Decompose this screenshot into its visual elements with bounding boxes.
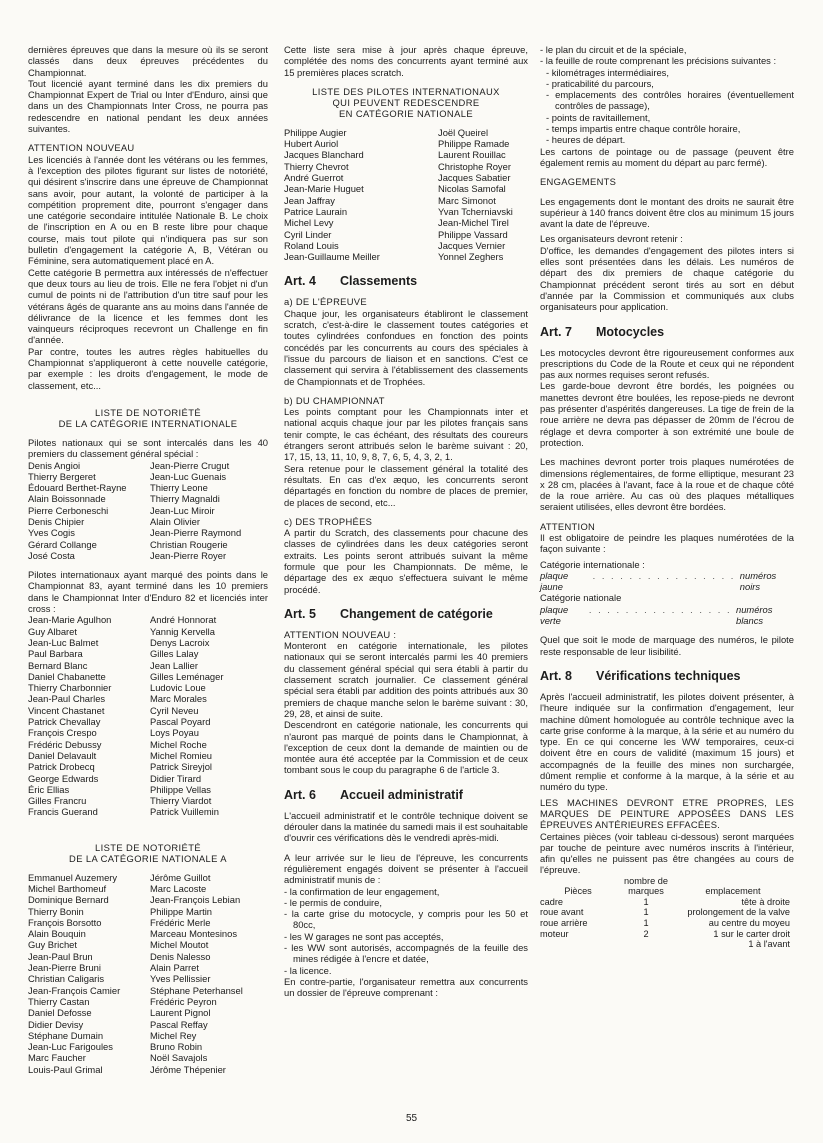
name-entry: Jean-Paul Charles (28, 693, 106, 705)
list-title: DE LA CATÉGORIE NATIONALE A (69, 852, 227, 864)
document-list (284, 886, 528, 976)
table-cell: cadre (540, 896, 563, 907)
name-entry: Didier Tirard (150, 772, 202, 784)
marking-row (540, 604, 794, 627)
name-entry: Yves Cogis (28, 527, 75, 539)
name-entry: Pascal Poyard (150, 716, 211, 728)
name-entry: Jérôme Thépenier (150, 1063, 226, 1075)
table-cell: au centre du moyeu (708, 918, 790, 929)
table-cell: 1 (643, 907, 649, 918)
list-item: - le plan du circuit et de la spéciale, (540, 44, 794, 55)
name-entry: Guy Brichet (28, 939, 77, 951)
name-entry: Édouard Berthet-Rayne (28, 482, 127, 494)
name-entry: Michel Moutot (150, 939, 209, 951)
name-entry: Thierry Bergeret (28, 470, 96, 482)
attention-heading: ATTENTION (540, 520, 596, 532)
article-number: Art. 5 (284, 606, 316, 621)
table-cell: roue avant (540, 907, 584, 918)
name-entry: Denis Angioi (28, 459, 81, 471)
number-color: numéros blancs (735, 603, 773, 627)
name-entry: Thierry Castan (28, 995, 90, 1007)
table-cell: tête à droite (741, 896, 790, 907)
name-entry: Patrick Chevallay (28, 716, 101, 728)
paragraph: Il est obligatoire de peindre les plaques numérotées de la façon suivante : (540, 531, 794, 555)
table-cell: 1 (643, 896, 649, 907)
list-item: - emplacements des contrôles horaires (éventuellement contrôles de passage), (546, 89, 794, 112)
name-entry: José Costa (28, 549, 75, 561)
name-entry: François Crespo (28, 727, 97, 739)
paragraph: Pilotes internationaux ayant marqué des points dans le Championnat 83, ayant terminé dans les 10 premiers dans le Championnat Inter d'Enduro 82 et licenciés inter cross : (28, 569, 268, 615)
name-entry: Jean-Pierre Raymond (150, 527, 242, 539)
name-entry: Denys Lacroix (150, 636, 210, 648)
list-item: - temps impartis entre chaque contrôle horaire, (546, 123, 794, 134)
paragraph: Sera retenue pour le classement général la totalité des résultats. En cas d'ex æquo, les concurrents seront départagés en fonction du nombre de places de premier, de places de second, etc... (284, 462, 528, 508)
name-entry: Thierry Leone (150, 482, 208, 494)
list-item: - les WW sont autorisés, accompagnés de la feuille des mines rédigée à l'encre et datée, (284, 942, 528, 965)
paragraph: Monteront en catégorie internationale, les pilotes nationaux qui se seront intercalés parmi les 40 premiers du classement général spécial qui sera établi à partir du classement scratch journalier. Ce classement général spécial sera établi par addition des points attribués aux 30 premiers de chaque manche selon le barème suivant : 30, 29, 28, et ainsi de suite. (284, 640, 528, 719)
article-5-heading (284, 607, 528, 621)
name-entry: Jacques Blanchard (284, 149, 364, 161)
name-entry: Gilles Lalay (150, 648, 199, 660)
article-number: Art. 4 (284, 274, 316, 289)
paragraph: Après l'accueil administratif, les pilotes doivent présenter, à l'heure indiquée sur la confirmation d'engagement, leur machine dûment homologuée au contrôle technique avec la carte grise conforme à la marque, à la série et au numéro du type. En ce qui concerne les WW temporaires, ceux-ci doivent être en cours de validité (maximum 15 jours) et accompagnés de la feuille des mines non surchargée, dûment remplie et conforme à la marque, à la série et au numéro du type. (540, 690, 794, 793)
name-entry: Philippe Martin (150, 905, 213, 917)
name-entry: Frédéric Peyron (150, 995, 217, 1007)
name-entry: Daniel Delavault (28, 749, 97, 761)
column-right (540, 44, 794, 950)
list-title: DE LA CATÉGORIE INTERNATIONALE (58, 417, 238, 429)
name-entry: Gilles Leménager (150, 670, 224, 682)
parts-table (540, 876, 790, 950)
name-entry: Joël Queirel (438, 126, 489, 138)
paragraph: Les machines devront porter trois plaques numérotées de dimensions réglementaires, de forme elliptique, mesurant 23 x 28 cm, placées à l'avant, face à la roue et de chaque côté de la roue arrière. Au cas où des plaques métalliques seraient utilisées, elles devront être bordées. (540, 456, 794, 513)
table-header: Pièces (564, 886, 592, 897)
name-entry: Gérard Collange (28, 538, 97, 550)
name-entry: Stéphane Peterhansel (150, 984, 243, 996)
list-title: LISTE DE NOTORIÉTÉ (94, 841, 201, 853)
name-entry: Thierry Chevrot (284, 160, 349, 172)
name-entry: Jean-Luc Guenais (150, 470, 227, 482)
paragraph: Les organisateurs devront retenir : (540, 233, 683, 245)
name-list (28, 614, 268, 817)
list-item: - la confirmation de leur engagement, (284, 886, 528, 897)
name-entry: Jean-Michel Tirel (438, 217, 509, 229)
name-entry: Frédéric Debussy (28, 738, 102, 750)
name-entry: Thierry Charbonnier (28, 682, 112, 694)
name-entry: Marc Lacoste (150, 883, 207, 894)
name-entry: Jean-Luc Miroir (150, 504, 215, 516)
name-entry: Laurent Pignol (150, 1007, 211, 1019)
name-entry: Frédéric Merle (150, 916, 211, 928)
list-item: - kilométrages intermédiaires, (546, 67, 794, 78)
name-entry: Michel Barthomeuf (28, 883, 107, 894)
name-entry: Michel Roche (150, 738, 207, 750)
column-left (28, 44, 268, 1075)
name-entry: Yvan Tcherniavski (438, 205, 513, 217)
list-title: LISTE DE NOTORIÉTÉ (94, 406, 201, 418)
table-row (540, 929, 790, 940)
name-entry: Marc Faucher (28, 1052, 86, 1064)
name-entry: Jean Lallier (150, 659, 198, 671)
name-entry: Guy Albaret (28, 625, 77, 637)
name-list (28, 460, 268, 562)
name-entry: Jean-Pierre Royer (150, 549, 227, 561)
name-entry: Denis Nalesso (150, 950, 211, 962)
paragraph: Les garde-boue devront être bordés, les poignées ou manettes devront être boulées, les repose-pieds ne devront pas présenter d'aspérités dangereuses. La tige de frein de la roue arrière ne devra pas dépasser de 20mm de l'écrou de réglage et devra comporter à son extrémité une boule de protection. (540, 380, 794, 448)
name-entry: Laurent Rouillac (438, 149, 506, 161)
list-item: - les W garages ne sont pas acceptés, (284, 931, 528, 942)
subsection-heading: c) DES TROPHÉES (284, 515, 373, 527)
table-cell: 1 sur le carter droit (713, 928, 790, 939)
name-entry: Philippe Vassard (438, 228, 508, 240)
article-8-heading (540, 669, 794, 683)
list-item: - la carte grise du motocycle, y compris pour les 50 et 80cc, (284, 908, 528, 931)
name-entry: Daniel Chabanette (28, 670, 106, 682)
name-entry: Marc Simonot (438, 194, 496, 206)
table-row (540, 907, 790, 918)
name-entry: Jacques Sabatier (438, 172, 511, 184)
name-entry: Pierre Cerboneschi (28, 504, 109, 516)
name-entry: Emmanuel Auzemery (28, 871, 118, 883)
name-entry: Patrick Drobecq (28, 761, 95, 773)
name-entry: Jean-Pierre Crugut (150, 459, 230, 471)
name-entry: Patrice Laurain (284, 205, 348, 217)
paragraph: D'office, les demandes d'engagement des pilotes inters si elles sont présentées dans les délais. Les numéros de départ des dix premiers de chaque catégorie du Championnat précédent seront tirés au sort en début d'année par la Commission et communiqués aux clubs organisateurs pour application. (540, 244, 794, 313)
list-title: EN CATÉGORIE NATIONALE (339, 107, 473, 119)
list-title: QUI PEUVENT REDESCENDRE (332, 96, 480, 108)
marking-row (540, 570, 794, 593)
name-entry: Nicolas Samofal (438, 183, 506, 195)
name-entry: Philippe Vellas (150, 783, 211, 795)
paragraph: Les engagements dont le montant des droits ne saurait être supérieur à 140 francs doivent être clos au minimum 15 jours avant la date de l'épreuve. (540, 195, 794, 230)
category-label: Catégorie internationale : (540, 558, 645, 570)
article-number: Art. 6 (284, 787, 316, 802)
table-cell: 1 (643, 918, 649, 929)
name-entry: Alain Olivier (150, 515, 201, 527)
name-entry: Pascal Reffay (150, 1018, 208, 1030)
name-entry: Jérôme Guillot (150, 871, 211, 883)
name-entry: Ludovic Loue (150, 682, 206, 694)
name-list (284, 127, 528, 263)
paragraph: Les motocycles devront être rigoureusement conformes aux prescriptions du Code de la Route et ceux qui ne répondent pas aux normes requises seront refusés. (540, 346, 794, 381)
table-row (540, 918, 790, 929)
category-label: Catégorie nationale (540, 592, 622, 604)
name-entry: Roland Louis (284, 239, 339, 251)
name-entry: Philippe Ramade (438, 138, 510, 150)
name-entry: Jean-Pierre Bruni (28, 962, 101, 974)
name-entry: Thierry Magnaldi (150, 493, 220, 505)
paragraph: Certaines pièces (voir tableau ci-dessous) seront marquées par touche de peinture avec numéros inscrits à l'intérieur, afin qu'elles ne puissent pas être changées au cours de l'épreuve. (540, 830, 794, 876)
table-header: emplacement (705, 886, 761, 897)
name-entry: Michel Rey (150, 1029, 197, 1041)
name-entry: Jean-Marie Huguet (284, 183, 364, 195)
paragraph: LES MACHINES DEVRONT ETRE PROPRES, LES MARQUES DE PEINTURE APPOSÉES DANS LES ÉPREUVES ANTÉRIEURES EFFACÉES. (540, 796, 794, 831)
table-row (540, 897, 790, 908)
table-cell: moteur (540, 928, 569, 939)
name-entry: Jean-François Camier (28, 984, 121, 996)
paragraph: A partir du Scratch, des classements pour chacune des classes de cylindrées dans les deux catégories seront extraits. Les points seront attribués suivant la même formule que pour les Championnats. De même, le départage des ex æquo s'effectuera suivant le même procédé. (284, 527, 528, 595)
paragraph: L'accueil administratif et le contrôle technique doivent se dérouler dans la matinée du samedi mais il est souhaitable d'ouvrir ces vérifications dès le vendredi après-midi. (284, 809, 528, 844)
dossier-list (540, 44, 794, 67)
name-entry: Didier Devisy (28, 1018, 84, 1030)
name-entry: George Edwards (28, 772, 99, 784)
paragraph: Tout licencié ayant terminé dans les dix premiers du Championnat Expert de Trial ou Inter d'Enduro, ainsi que dans un des Championnats Inter Cross, ne pourra pas redescendre en national pendant les deux années suivantes. (28, 77, 268, 135)
name-entry: Gilles Francru (28, 795, 87, 807)
table-cell: 1 à l'avant (748, 939, 790, 950)
name-entry: Thierry Viardot (150, 795, 212, 807)
name-entry: Marceau Montesinos (150, 928, 238, 940)
paragraph: Pilotes nationaux qui se sont intercalés dans les 40 premiers du classement général spécial : (28, 436, 268, 460)
article-title: Changement de catégorie (340, 606, 493, 621)
name-entry: Hubert Auriol (284, 138, 339, 150)
name-entry: Stéphane Dumain (28, 1029, 104, 1041)
attention-heading: ATTENTION NOUVEAU : (284, 628, 397, 640)
name-entry: Christophe Royer (438, 160, 511, 172)
table-cell: roue arrière (540, 918, 588, 929)
name-entry: Alain Bouquin (28, 928, 86, 940)
name-entry: Bruno Robin (150, 1041, 203, 1053)
list-item: - heures de départ. (546, 134, 794, 145)
paragraph: A leur arrivée sur le lieu de l'épreuve, les concurrents régulièrement engagés doivent se présenter à l'accueil administratif munis de : (284, 851, 528, 886)
article-4-heading (284, 274, 528, 288)
name-entry: Jacques Vernier (438, 239, 506, 251)
article-title: Accueil administratif (340, 787, 463, 802)
name-entry: Bernard Blanc (28, 659, 88, 671)
name-entry: Jean-Luc Balmet (28, 636, 99, 648)
plate-color: plaque jaune (540, 569, 569, 593)
name-entry: Denis Chipier (28, 515, 85, 527)
name-entry: Éric Ellias (28, 783, 70, 795)
name-entry: Patrick Vuillemin (150, 806, 219, 818)
dossier-sublist (540, 67, 794, 146)
name-entry: Cyril Neveu (150, 704, 199, 716)
name-entry: Jean-Guillaume Meiller (284, 251, 380, 263)
table-cell (540, 939, 616, 950)
name-entry: Marc Morales (150, 693, 207, 705)
name-entry: Daniel Defosse (28, 1007, 92, 1019)
paragraph: Cette catégorie B permettra aux intéressés de n'effectuer que deux tours au lieu de trois. Elle ne fera l'objet ni d'un cumul de points ni de l'attribution d'un titre sauf pour les vétérans âgés de quarante ans au moins dans l'année de délivrance de la licence et les femmes dont les vainqueurs réciproques recevront un Challenge en fin d'année. (28, 266, 268, 346)
attention-heading: ATTENTION NOUVEAU (28, 142, 135, 154)
name-entry: Cyril Linder (284, 228, 332, 240)
paragraph: Les cartons de pointage ou de passage (peuvent être également remis au moment du départ au parc fermé). (540, 145, 794, 168)
list-item: - praticabilité du parcours, (546, 78, 794, 89)
name-entry: Michel Levy (284, 217, 334, 229)
name-entry: Christian Rougerie (150, 538, 228, 550)
page-number: 55 (405, 1113, 418, 1124)
name-entry: Jean-François Lebian (150, 894, 241, 906)
name-entry: Dominique Bernard (28, 894, 109, 906)
name-entry: Alain Boissonnade (28, 493, 106, 505)
paragraph: Descendront en catégorie nationale, les concurrents qui n'auront pas marqué de points dans le Championnat, à l'exception de ceux dont la demande de maintien ou de montée aura été acceptée par la Commission et de ceux tombant sous le coup du paragraphe 6 de l'article 3. (284, 719, 528, 776)
table-cell: prolongement de la valve (687, 907, 790, 918)
subsection-heading: a) DE L'ÉPREUVE (284, 296, 367, 308)
article-number: Art. 7 (540, 324, 572, 339)
name-entry: André Honnorat (150, 614, 217, 626)
article-title: Motocycles (596, 324, 665, 339)
table-cell (616, 939, 676, 950)
name-entry: Jean Jaffray (284, 194, 335, 206)
article-6-heading (284, 788, 528, 802)
number-color: numéros noirs (739, 569, 777, 593)
name-entry: Yonnel Zeghers (438, 251, 504, 263)
name-entry: Philippe Augier (284, 126, 347, 138)
name-entry: Yves Pellissier (150, 973, 211, 985)
list-item: - points de ravitaillement, (546, 112, 794, 123)
list-item: - la feuille de route comprenant les précisions suivantes : (540, 55, 794, 66)
article-title: Classements (340, 274, 418, 289)
subsection-heading: b) DU CHAMPIONNAT (284, 394, 385, 406)
leader-dots: . . . . . . . . . . . . . . . . (589, 603, 732, 615)
list-item: - le permis de conduire, (284, 897, 528, 908)
list-title: LISTE DES PILOTES INTERNATIONAUX (312, 85, 500, 97)
table-row (540, 939, 790, 950)
name-entry: Francis Guerand (28, 806, 98, 818)
name-entry: André Guerrot (284, 172, 344, 184)
paragraph: Les licenciés à l'année dont les vétérans ou les femmes, à l'exception des pilotes figurant sur listes de notoriété, qui désirent s'inscrire dans une épreuve de Championnat sans avoir, pour autant, la volonté de participer à la compétition proprement dite, pourront s'engager dans une catégorie secondaire intitulée Nationale B. Le choix de l'inscription en A ou en B reste libre pour chaque course, mais tout pilote qui n'indiquera pas sur son bulletin d'engagement la catégorie A, B, Vétéran ou Féminine, sera automatiquement placé en A. (28, 153, 268, 267)
engagements-heading: ENGAGEMENTS (540, 176, 617, 188)
column-middle (284, 44, 528, 998)
name-entry: Christian Caligaris (28, 973, 105, 985)
paragraph: Quel que soit le mode de marquage des numéros, le pilote reste responsable de leur lisibilité. (540, 634, 794, 657)
name-entry: Thierry Bonin (28, 905, 84, 917)
name-entry: Vincent Chastanet (28, 704, 105, 716)
name-entry: François Borsotto (28, 916, 102, 928)
name-entry: Jean-Paul Brun (28, 950, 93, 962)
name-entry: Jean-Marie Agulhon (28, 614, 112, 626)
name-entry: Noël Savajols (150, 1052, 208, 1064)
name-entry: Alain Parret (150, 962, 199, 974)
name-entry: Loys Poyau (150, 727, 199, 739)
name-entry: Paul Barbara (28, 648, 83, 660)
leader-dots: . . . . . . . . . . . . . . . . (593, 569, 736, 581)
paragraph: Les points comptant pour les Championnats inter et national acquis chaque jour par les pilotes français sans tenir compte, le cas échéant, des résultats des coureurs étrangers seront attribués selon le barème suivant : 20, 17, 15, 13, 11, 10, 9, 8, 7, 6, 5, 4, 3, 2, 1. (284, 406, 528, 463)
list-item: - la licence. (284, 965, 528, 976)
article-number: Art. 8 (540, 668, 572, 683)
name-entry: Michel Romieu (150, 749, 212, 761)
name-entry: Louis-Paul Grimal (28, 1063, 103, 1075)
name-entry: Yannig Kervella (150, 625, 215, 637)
paragraph: Par contre, toutes les autres règles habituelles du Championnat s'appliqueront à cette nouvelle catégorie, par exemple : les droits d'engagement, le mode de classement, etc... (28, 345, 268, 391)
name-entry: Patrick Sireyjol (150, 761, 212, 773)
table-cell: 2 (643, 928, 649, 939)
article-7-heading (540, 325, 794, 339)
plate-color: plaque verte (540, 603, 569, 627)
paragraph: Cette liste sera mise à jour après chaque épreuve, complétée des noms des concurrents ayant terminé aux 15 premières places scratch. (284, 44, 528, 78)
name-entry: Jean-Luc Farigoules (28, 1041, 113, 1053)
paragraph: En contre-partie, l'organisateur remettra aux concurrents un dossier de l'épreuve comprenant : (284, 975, 528, 999)
paragraph: dernières épreuves que dans la mesure où ils se seront classés dans deux épreuves précédentes du Championnat. (28, 44, 268, 78)
table-header: nombre de marques (624, 875, 668, 897)
paragraph: Chaque jour, les organisateurs établiront le classement scratch, c'est-à-dire le classement toutes catégories et toutes cylindrées confondues en fonction des points concédés par les concurrents au cours des spéciales à l'issue du parcours de liaison et en sanctions. C'est ce classement qui servira à l'établissement des classements de Championnats et de Trophées. (284, 307, 528, 387)
name-list (28, 872, 268, 1075)
article-title: Vérifications techniques (596, 668, 741, 683)
